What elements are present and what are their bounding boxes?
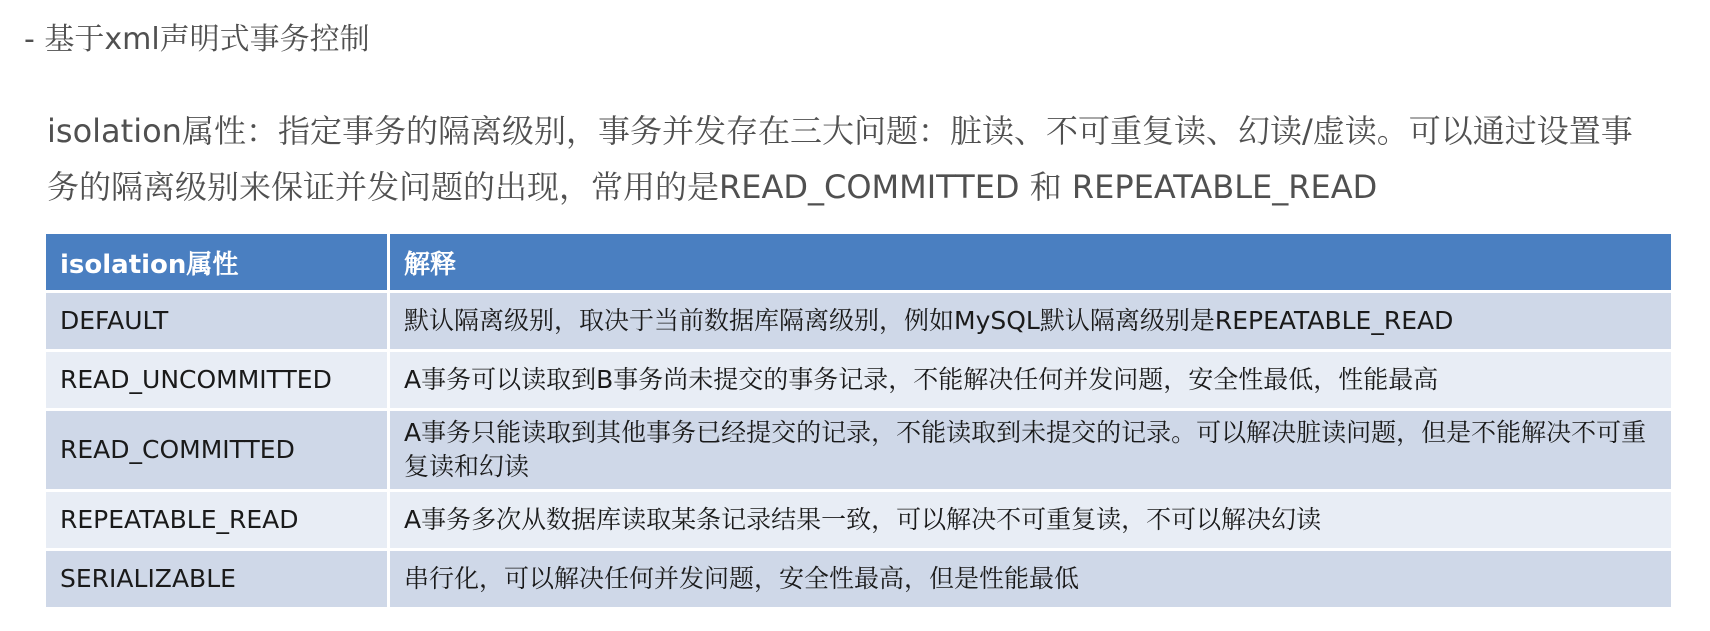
table-row [45,550,1673,609]
isolation-table [43,231,1674,610]
intro-line-2: 务的隔离级别来保证并发问题的出现，常用的是READ_COMMITTED 和 REPEATABLE_READ [47,168,1378,206]
isolation-description: 默认隔离级别，取决于当前数据库隔离级别，例如MySQL默认隔离级别是REPEATABLE_READ [389,292,1673,351]
table-row [45,292,1673,351]
isolation-description: 串行化，可以解决任何并发问题，安全性最高，但是性能最低 [389,550,1673,609]
isolation-name: REPEATABLE_READ [45,491,389,550]
table-header-row [45,233,1673,292]
isolation-description: A事务只能读取到其他事务已经提交的记录，不能读取到未提交的记录。可以解决脏读问题，但是不能解决不可重复读和幻读 [389,410,1673,491]
column-header-explanation: 解释 [389,233,1673,292]
table-row [45,491,1673,550]
isolation-name: READ_COMMITTED [45,410,389,491]
section-heading: - 基于xml声明式事务控制 [24,22,370,57]
table-row [45,351,1673,410]
isolation-description: A事务可以读取到B事务尚未提交的事务记录，不能解决任何并发问题，安全性最低，性能最高 [389,351,1673,410]
column-header-attribute: isolation属性 [45,233,389,292]
isolation-description: A事务多次从数据库读取某条记录结果一致，可以解决不可重复读，不可以解决幻读 [389,491,1673,550]
isolation-name: DEFAULT [45,292,389,351]
isolation-name: READ_UNCOMMITTED [45,351,389,410]
intro-paragraph [47,103,1667,215]
intro-line-1: isolation属性：指定事务的隔离级别，事务并发存在三大问题：脏读、不可重复读、幻读/虚读。可以通过设置事 [47,112,1633,150]
isolation-name: SERIALIZABLE [45,550,389,609]
table-row [45,410,1673,491]
